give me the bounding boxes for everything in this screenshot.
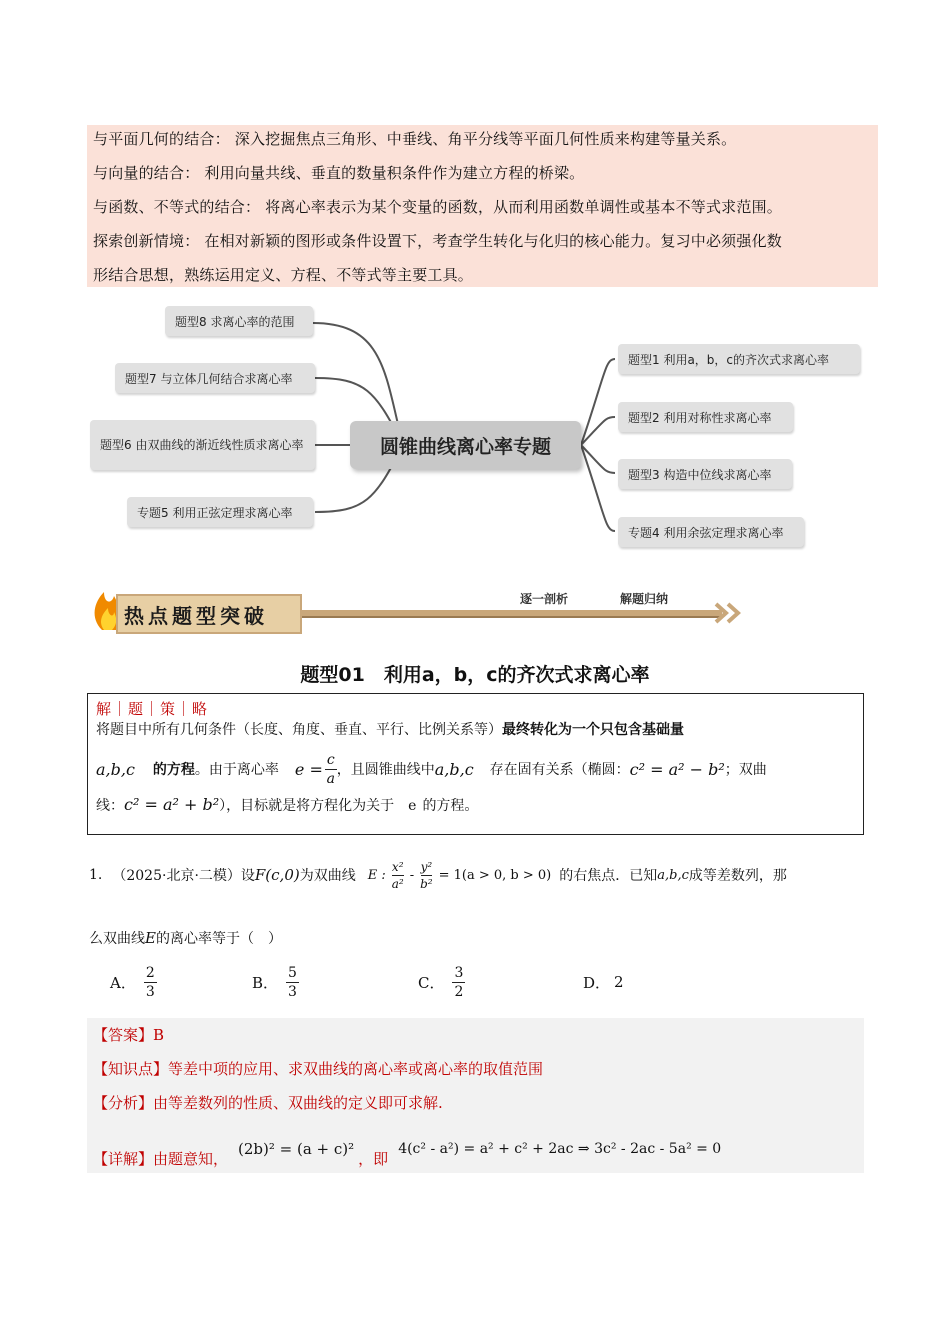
question-line-2 <box>89 928 282 948</box>
strategy-text-2c: ，且圆锥曲线中 <box>336 761 435 778</box>
strategy-frac-den: a <box>326 771 335 787</box>
mind-map <box>85 295 885 555</box>
question-focus: F(c,0) <box>254 866 300 884</box>
curve-frac-y-den: b² <box>420 876 433 891</box>
detail-text-a: 由题意知， <box>153 1150 229 1168</box>
banner-sub-2: 解题归纳 <box>620 592 669 606</box>
option-b-den: 3 <box>288 983 297 1000</box>
question-text-3: 成等差数列，那 <box>688 868 787 884</box>
curve-frac-y <box>420 859 433 892</box>
question-text-5: 的离心率等于（ ） <box>155 931 282 947</box>
curve-frac-y-num: y² <box>420 859 433 874</box>
curve-condition: = 1(a > 0, b > 0) <box>438 867 552 883</box>
strategy-heading: 解｜题｜策｜略 <box>96 700 209 718</box>
detail-row <box>93 1128 721 1169</box>
knowledge-row <box>93 1058 543 1079</box>
strategy-text-2e: ；双曲 <box>724 761 767 778</box>
intro-line-2: 与向量的结合： 利用向量共线、垂直的数量积条件作为建立方程的桥梁。 <box>93 164 585 182</box>
question-text-4: 么双曲线 <box>89 931 145 947</box>
strategy-e-fraction <box>325 751 337 788</box>
detail-text-b: ，即 <box>358 1150 389 1168</box>
option-c-den: 2 <box>454 983 464 1000</box>
strategy-frac-num: c <box>326 752 335 768</box>
strategy-text-2b: 。由于离心率 <box>194 761 279 778</box>
strategy-line-1 <box>96 719 855 741</box>
option-b-label: B． <box>252 973 279 992</box>
strategy-text-2d: 存在固有关系（椭圆： <box>489 761 630 778</box>
node-type-4: 专题4 利用余弦定理求离心率 <box>618 517 804 547</box>
question-E: E <box>145 929 156 947</box>
section-title: 题型01 利用a，b，c的齐次式求离心率 <box>300 664 650 686</box>
option-d-label: D． <box>583 973 611 992</box>
option-c-num: 3 <box>454 964 464 981</box>
intro-line-3: 与函数、不等式的结合： 将离心率表示为某个变量的函数，从而利用函数单调性或基本不等式求范围。 <box>93 198 782 216</box>
mind-map-center: 圆锥曲线离心率专题 <box>350 421 581 469</box>
detail-equation-1: (2b)² = (a + c)² <box>238 1139 355 1158</box>
option-a-fraction <box>144 964 157 1001</box>
curve-frac-x-den: a² <box>391 876 404 891</box>
option-d-value: 2 <box>614 973 624 991</box>
node-type-3: 题型3 构造中位线求离心率 <box>618 459 792 489</box>
strategy-text-3e: e <box>408 798 417 814</box>
question-text-1: 为双曲线 <box>299 868 356 884</box>
option-b[interactable] <box>252 960 299 1004</box>
connector-right-4 <box>581 445 615 531</box>
node-type-5: 专题5 利用正弦定理求离心率 <box>127 497 313 527</box>
node-type-1: 题型1 利用a，b，c的齐次式求离心率 <box>618 344 860 374</box>
intro-block <box>87 125 878 287</box>
node-type-8: 题型8 求离心率的范围 <box>165 306 313 336</box>
option-c-fraction <box>452 964 465 1001</box>
knowledge-label: 【知识点】 <box>93 1060 169 1078</box>
knowledge-value: 等差中项的应用、求双曲线的离心率或离心率的取值范围 <box>168 1060 544 1078</box>
answer-label: 【答案】 <box>93 1026 154 1044</box>
strategy-text-3b: ），目标就是将方程化为关于 <box>219 798 395 814</box>
option-b-fraction <box>286 964 299 1001</box>
question-abc: a,b,c <box>657 867 689 883</box>
strategy-abc: a,b,c <box>96 759 135 779</box>
strategy-hyperbola-relation: c² = a² + b² <box>124 795 220 814</box>
strategy-text-3a: 线： <box>96 798 124 814</box>
strategy-text-1b: 最终转化为一个只包含基础量 <box>502 722 684 738</box>
strategy-abc-2: a,b,c <box>434 759 474 779</box>
node-type-6: 题型6 由双曲线的渐近线性质求离心率 <box>90 420 315 470</box>
analysis-label: 【分析】 <box>93 1094 154 1112</box>
option-a-den: 3 <box>145 983 155 1000</box>
answer-box <box>87 1018 864 1173</box>
option-b-num: 5 <box>288 964 297 981</box>
connector-right-1 <box>581 359 615 445</box>
option-a-num: 2 <box>145 964 155 981</box>
analysis-value: 由等差数列的性质、双曲线的定义即可求解. <box>153 1094 443 1112</box>
strategy-ellipse-relation: c² = a² − b² <box>629 759 725 779</box>
intro-line-4: 探索创新情境： 在相对新颖的图形或条件设置下，考查学生转化与化归的核心能力。复习中必须强化数 <box>93 232 782 250</box>
curve-frac-x-num: x² <box>391 859 404 874</box>
curve-frac-x <box>392 859 404 892</box>
banner-title: 热点题型突破 <box>124 603 268 628</box>
answer-row <box>93 1024 164 1045</box>
question-source: （2025·北京·二模）设 <box>112 868 255 884</box>
curve-prefix: E : <box>367 867 386 883</box>
node-type-2: 题型2 利用对称性求离心率 <box>618 402 793 432</box>
option-d[interactable] <box>583 960 624 1004</box>
detail-equation-2: 4(c² - a²) = a² + c² + 2ac ⇒ 3c² - 2ac - 5a² = 0 <box>398 1140 722 1157</box>
curve-minus: - <box>409 867 415 883</box>
intro-line-1: 与平面几何的结合： 深入挖掘焦点三角形、中垂线、角平分线等平面几何性质来构建等量关系。 <box>93 130 737 148</box>
strategy-line-3 <box>96 794 855 817</box>
answer-value: B <box>153 1026 165 1044</box>
question-number: 1. <box>89 867 103 883</box>
intro-line-5: 形结合思想，熟练运用定义、方程、不等式等主要工具。 <box>93 266 474 284</box>
question-text-2: 的右焦点．已知 <box>559 868 658 884</box>
hot-topic-banner <box>88 578 748 636</box>
banner-sub-1: 逐一剖析 <box>520 592 569 606</box>
strategy-text-1a: 将题目中所有几何条件（长度、角度、垂直、平行、比例关系等） <box>96 722 502 738</box>
strategy-text-3c: 的方程。 <box>422 798 479 814</box>
question-line-1 <box>89 858 787 892</box>
strategy-line-2 <box>96 751 855 788</box>
option-c-label: C． <box>418 973 445 992</box>
option-a[interactable] <box>110 960 157 1004</box>
strategy-text-2a: 的方程 <box>152 761 195 778</box>
strategy-e-eq: e = <box>294 759 323 779</box>
node-type-7: 题型7 与立体几何结合求离心率 <box>115 363 315 393</box>
option-a-label: A． <box>110 973 136 992</box>
analysis-row <box>93 1092 443 1113</box>
strategy-box <box>87 693 864 835</box>
option-c[interactable] <box>418 960 465 1004</box>
detail-label: 【详解】 <box>93 1150 154 1168</box>
